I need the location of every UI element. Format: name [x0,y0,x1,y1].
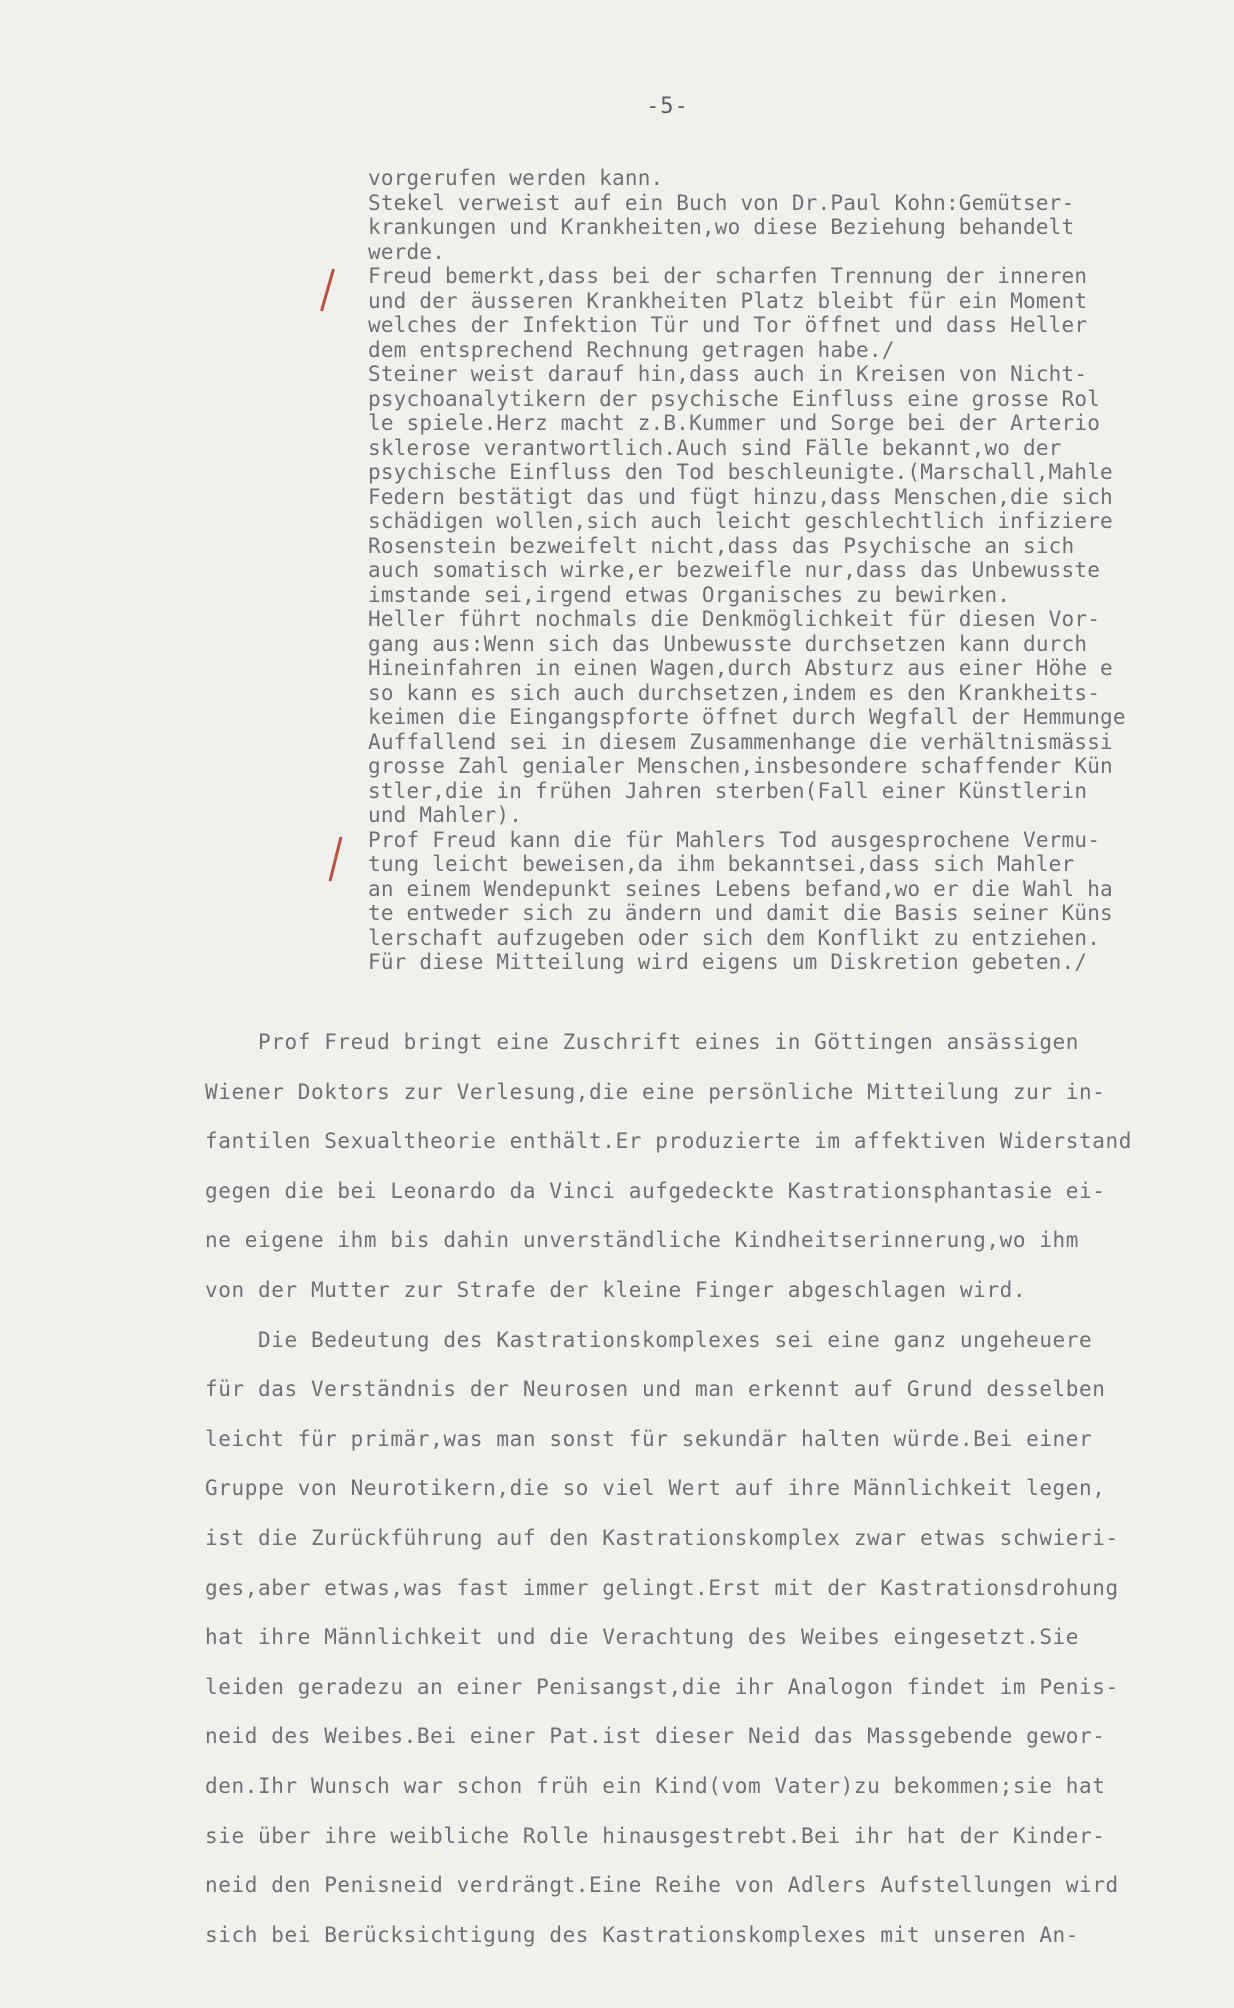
text-line: Federn bestätigt das und fügt hinzu,dass Menschen,die sich [368,484,1113,509]
text-line: Freud bemerkt,dass bei der scharfen Trennung der inneren [368,264,1088,288]
text-line: Auffallend sei in diesem Zusammenhange die verhältnismässi [368,729,1113,754]
text-line: Steiner weist darauf hin,dass auch in Kreisen von Nicht- [368,362,1088,386]
page-number: -5- [646,94,689,119]
text-line: psychoanalytikern der psychische Einfluss eine grosse Rol [368,386,1101,411]
single-spaced-text-block [368,166,1234,975]
text-line: sie über ihre weibliche Rolle hinausgestrebt.Bei ihr hat der Kinder- [205,1823,1106,1848]
text-line: gegen die bei Leonardo da Vinci aufgedeckte Kastrationsphantasie ei- [205,1178,1106,1203]
text-line: Gruppe von Neurotikern,die so viel Wert auf ihre Männlichkeit legen, [205,1476,1106,1501]
text-line: dem entsprechend Rechnung getragen habe./ [368,337,895,362]
text-line: Wiener Doktors zur Verlesung,die eine persönliche Mitteilung zur in- [205,1079,1106,1104]
text-line: stler,die in frühen Jahren sterben(Fall einer Künstlerin [368,778,1088,803]
text-line: neid den Penisneid verdrängt.Eine Reihe von Adlers Aufstellungen wird [205,1873,1119,1898]
text-line: so kann es sich auch durchsetzen,indem es den Krankheits- [368,680,1101,705]
text-line: vorgerufen werden kann. [368,166,664,190]
double-spaced-text-block [205,1018,1234,1960]
text-line: ges,aber etwas,was fast immer gelingt.Erst mit der Kastrationsdrohung [205,1575,1119,1600]
text-line: ne eigene ihm bis dahin unverständliche Kindheitserinnerung,wo ihm [205,1228,1080,1253]
text-line: Für diese Mitteilung wird eigens um Diskretion gebeten./ [368,950,1088,974]
margin-mark-red [328,836,342,881]
text-line: Heller führt nochmals die Denkmöglichkeit für diesen Vor- [368,607,1101,631]
text-line: hat ihre Männlichkeit und die Verachtung des Weibes eingesetzt.Sie [205,1625,1080,1650]
text-line: welches der Infektion Tür und Tor öffnet und dass Heller [368,313,1088,337]
text-line: Hineinfahren in einen Wagen,durch Absturz aus einer Höhe e [368,656,1113,680]
text-line: lerschaft aufzugeben oder sich dem Konflikt zu entziehen. [368,925,1101,950]
text-line: gang aus:Wenn sich das Unbewusste durchsetzen kann durch [368,631,1088,656]
text-line: Stekel verweist auf ein Buch von Dr.Paul Kohn:Gemütser- [368,190,1075,215]
text-line: imstande sei,irgend etwas Organisches zu bewirken. [368,582,1011,607]
text-line: te entweder sich zu ändern und damit die Basis seiner Küns [368,901,1113,925]
text-line: ist die Zurückführung auf den Kastrationskomplex zwar etwas schwieri- [205,1525,1119,1550]
text-line: für das Verständnis der Neurosen und man erkennt auf Grund desselben [205,1377,1106,1402]
text-line: sich bei Berücksichtigung des Kastrationskomplexes mit unseren An- [205,1922,1080,1947]
text-line: Rosenstein bezweifelt nicht,dass das Psychische an sich [368,533,1075,558]
text-line: krankungen und Krankheiten,wo diese Beziehung behandelt [368,215,1075,239]
text-line: Prof Freud bringt eine Zuschrift eines in Göttingen ansässigen [205,1030,1080,1054]
text-line: den.Ihr Wunsch war schon früh ein Kind(vom Vater)zu bekommen;sie hat [205,1773,1106,1798]
text-line: Die Bedeutung des Kastrationskomplexes sei eine ganz ungeheuere [205,1327,1093,1352]
margin-mark-red [320,268,335,311]
text-line: leicht für primär,was man sonst für sekundär halten würde.Bei einer [205,1426,1093,1451]
text-line: sklerose verantwortlich.Auch sind Fälle bekannt,wo der [368,435,1062,460]
text-line: grosse Zahl genialer Menschen,insbesondere schaffender Kün [368,754,1113,778]
text-line: le spiele.Herz macht z.B.Kummer und Sorge bei der Arterio [368,411,1101,435]
text-line: und der äusseren Krankheiten Platz bleibt für ein Moment [368,288,1088,313]
text-line: Prof Freud kann die für Mahlers Tod ausgesprochene Vermu- [368,827,1101,852]
text-line: von der Mutter zur Strafe der kleine Finger abgeschlagen wird. [205,1277,1027,1302]
text-line: schädigen wollen,sich auch leicht geschlechtlich infiziere [368,509,1113,533]
text-line: tung leicht beweisen,da ihm bekanntsei,dass sich Mahler [368,852,1075,876]
text-line: an einem Wendepunkt seines Lebens befand,wo er die Wahl ha [368,876,1113,901]
text-line: leiden geradezu an einer Penisangst,die ihr Analogon findet im Penis- [205,1674,1119,1699]
text-line: auch somatisch wirke,er bezweifle nur,dass das Unbewusste [368,558,1101,582]
text-line: neid des Weibes.Bei einer Pat.ist dieser Neid das Massgebende gewor- [205,1724,1106,1749]
text-line: keimen die Eingangspforte öffnet durch Wegfall der Hemmunge [368,705,1126,729]
text-line: und Mahler). [368,803,523,827]
text-line: fantilen Sexualtheorie enthält.Er produzierte im affektiven Widerstand [205,1129,1133,1154]
text-line: werde. [368,239,446,264]
text-line: psychische Einfluss den Tod beschleunigte.(Marschall,Mahle [368,460,1113,484]
